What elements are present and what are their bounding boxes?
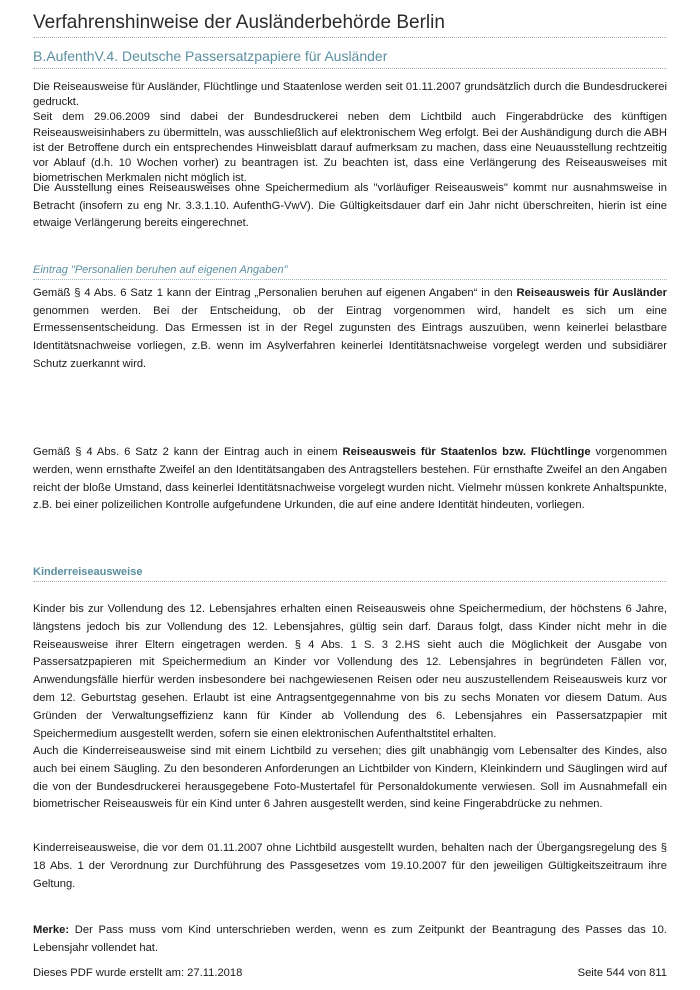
kinder-paragraph-2: Auch die Kinderreiseausweise sind mit einem Lichtbild zu versehen; dies gilt unabhängig vom Lebensalter des Kindes, also auch bei einem Säugling. Zu den besonderen Anforderungen an Lichtbilder von Kindern, Kleinkindern und Säuglingen wird auf die von der Bundesdruckerei herausgegebene Foto-Mustertafel für Personaldokumente verwiesen. Soll im Ausnahmefall ein biometrischer Reiseausweis für ein Kind unter 6 Jahren ausgestellt werden, sind keine Fingerabdrücke zu nehmen.	[33, 745, 667, 811]
intro-paragraph-1a: Die Reiseausweise für Ausländer, Flüchtlinge und Staatenlose werden seit 01.11.2007 grundsätzlich durch die Bundesdruckerei gedruckt.	[33, 81, 667, 109]
page-footer	[33, 967, 667, 979]
intro-paragraph-1	[33, 80, 667, 186]
subsection-divider-2	[33, 581, 667, 582]
text-run: genommen werden. Bei der Entscheidung, ob der Eintrag vorgenommen wird, handelt es sich um eine Ermessensentscheidung. Das Ermessen ist in der Regel zugunsten des Eintrags auszuüben, wenn keinerlei belastbare Identitätsnachweise vorliegen, z.B. wenn im Asylverfahren keinerlei Identitätsnachweise vorgelegt werden und subsidiärer Schutz zuerkannt wird.	[33, 304, 667, 370]
intro-paragraph-1b: Seit dem 29.06.2009 sind dabei der Bundesdruckerei neben dem Lichtbild auch Fingerabdrücke des künftigen Reiseausweisinhabers zu übermitteln, was ausschließlich auf elektronischem Weg erfolgt. Bei der Aushändigung durch die ABH ist der Betroffene durch ein entsprechendes Hinweisblatt darauf aufmerksam zu machen, dass eine Neuausstellung rechtzeitig vor Ablauf (d.h. 10 Wochen vorher) zu beantragen ist. Zu beachten ist, dass eine Verlängerung des Reiseausweises mit biometrischen Merkmalen nicht möglich ist.	[33, 111, 667, 185]
subsection-divider-1	[33, 279, 667, 280]
bold-term: Reiseausweis für Ausländer	[516, 287, 667, 299]
note-label: Merke:	[33, 924, 70, 936]
creation-date: Dieses PDF wurde erstellt am: 27.11.2018	[33, 967, 243, 979]
intro-paragraph-2: Die Ausstellung eines Reiseausweises ohne Speichermedium als "vorläufiger Reiseausweis" kommt nur ausnahmsweise in Betracht (insofern zu eng Nr. 3.3.1.10. AufenthG-VwV). Die Gültigkeitsdauer darf ein Jahr nicht überschreiten, hierin ist eine etwaige Verlängerung bereits eingerechnet.	[33, 182, 667, 229]
personalien-paragraph-1	[33, 285, 667, 374]
document-title: Verfahrenshinweise der Ausländerbehörde Berlin	[33, 12, 445, 33]
text-run: Gemäß § 4 Abs. 6 Satz 2 kann der Eintrag auch in einem	[33, 446, 343, 458]
subsection-heading-personalien: Eintrag "Personalien beruhen auf eigenen Angaben"	[33, 264, 288, 276]
subsection-heading-kinderreiseausweise: Kinderreiseausweise	[33, 566, 143, 578]
text-run: Gemäß § 4 Abs. 6 Satz 1 kann der Eintrag „Personalien beruhen auf eigenen Angaben“ in den	[33, 287, 517, 299]
text-run: vorgenommen werden, wenn ernsthafte Zweifel an den Identitätsangaben des Antragstellers bestehen. Für ernsthafte Zweifel an den Angaben reicht der bloße Umstand, dass keinerlei Identitätsnachweise vorgelegt wurden nicht. Vielmehr müssen konkrete Anhaltspunkte, z.B. bei einer polizeilichen Kontrolle aufgefundene Urkunden, die auf eine andere Identität hindeuten, vorliegen.	[33, 446, 668, 512]
section-divider	[33, 68, 667, 69]
note-text: Der Pass muss vom Kind unterschrieben werden, wenn es zum Zeitpunkt der Beantragung des Passes das 10. Lebensjahr vollendet hat.	[33, 924, 667, 954]
kinder-paragraph-1: Kinder bis zur Vollendung des 12. Lebensjahres erhalten einen Reiseausweis ohne Speichermedium, der höchstens 6 Jahre, längstens jedoch bis zur Vollendung des 12. Lebensjahres, gültig sein darf. Daraus folgt, dass Kinder nicht mehr in die Reiseausweise ihrer Eltern eingetragen werden. § 4 Abs. 1 S. 3 2.HS sieht auch die Möglichkeit der Ausgabe von Passersatzpapieren mit Speichermedium an Kinder vor Vollendung des 12. Lebensjahres in begründeten Fällen vor, Anwendungsfälle hierfür werden insbesondere bei nachgewiesenen Reisen oder neu auszustellendem Reiseausweis kurz vor dem 12. Geburtstag gesehen. Erlaubt ist eine Antragsentgegennahme von bis zu sechs Monaten vor diesem Datum. Aus Gründen der Verwaltungseffizienz kann für Kinder ab Vollendung des 6. Lebensjahres ein Passersatzpapier mit Speichermedium ausgestellt werden, sofern sie einen elektronischen Aufenthaltstitel erhalten.	[33, 603, 667, 740]
kinder-paragraph-3: Kinderreiseausweise, die vor dem 01.11.2007 ohne Lichtbild ausgestellt wurden, behalten nach der Übergangsregelung des § 18 Abs. 1 der Verordnung zur Durchführung des Passgesetzes vom 19.10.2007 für den jeweiligen Gültigkeitszeitraum ihre Geltung.	[33, 842, 667, 890]
section-title: B.AufenthV.4. Deutsche Passersatzpapiere für Ausländer	[33, 48, 388, 64]
page-number: Seite 544 von 811	[577, 967, 667, 979]
personalien-paragraph-2	[33, 444, 667, 515]
bold-term: Reiseausweis für Staatenlos bzw. Flüchtlinge	[342, 446, 591, 458]
merke-note	[33, 922, 667, 958]
title-divider	[33, 37, 667, 38]
